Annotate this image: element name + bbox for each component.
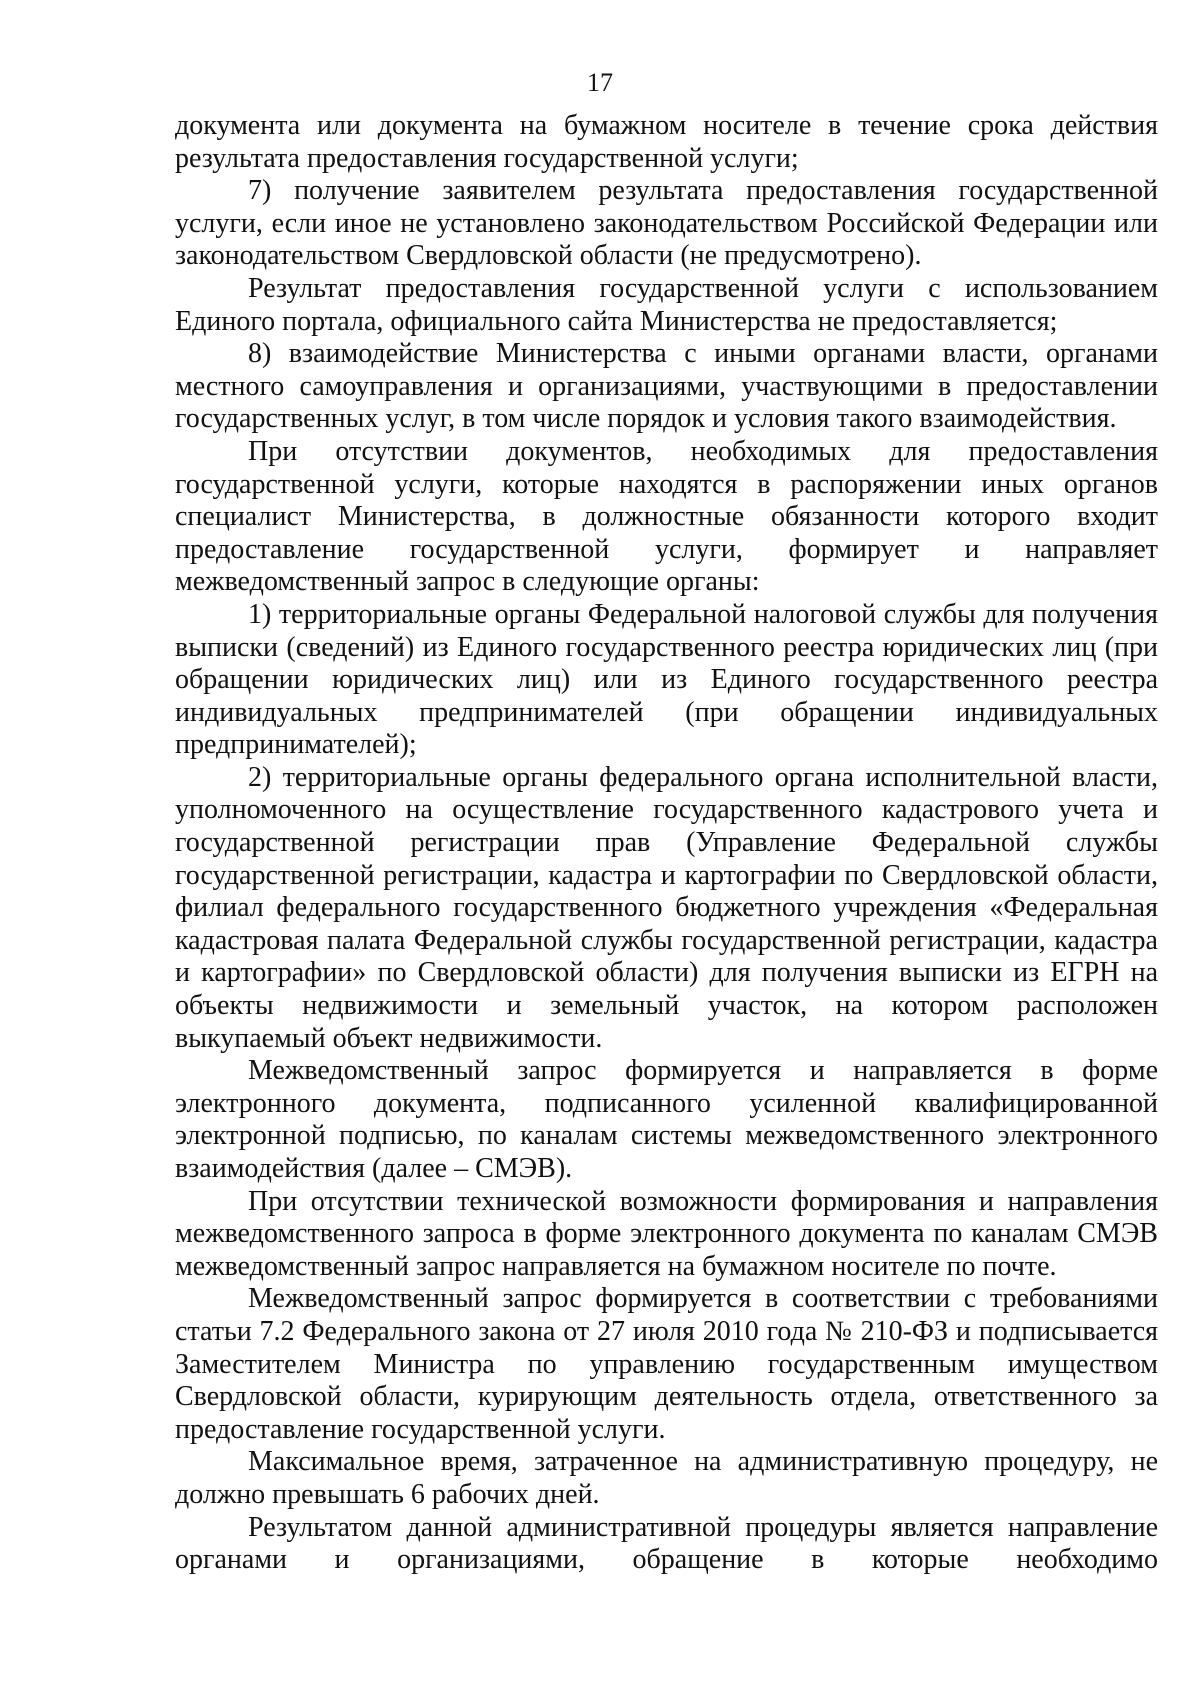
paragraph-procedure-result: Результатом данной административной процедуры является направление органами и организациями, обращение в которые необходимо xyxy=(175,1511,1158,1576)
paragraph-result-portal: Результат предоставления государственной услуги с использованием Единого портала, официального сайта Министерства не предоставляется; xyxy=(175,272,1158,337)
paragraph-request-paper: При отсутствии технической возможности формирования и направления межведомственного запроса в форме электронного документа по каналам СМЭВ межведомственный запрос направляется на бумажном носителе по почте. xyxy=(175,1185,1158,1282)
paragraph-item-7: 7) получение заявителем результата предоставления государственной услуги, если иное не установлено законодательством Российской Федерации или законодательством Свердловской области (не предусмотрено). xyxy=(175,175,1158,272)
paragraph-item-8: 8) взаимодействие Министерства с иными органами власти, органами местного самоуправления и организациями, участвующими в предоставлении государственных услуг, в том числе порядок и условия такого взаимодействия. xyxy=(175,338,1158,435)
paragraph-request-requirements: Межведомственный запрос формируется в соответствии с требованиями статьи 7.2 Федерального закона от 27 июля 2010 года № 210-ФЗ и подписывается Заместителем Министра по управлению государственным имуществом Свердловской области, курирующим деятельность отдела, ответственного за предоставление государственной услуги. xyxy=(175,1283,1158,1445)
paragraph-subitem-1: 1) территориальные органы Федеральной налоговой службы для получения выписки (сведений) из Единого государственного реестра юридических лиц (при обращении юридических лиц) или из Единого государственного реестра индивидуальных предпринимателей (при обращении индивидуальных предпринимателей); xyxy=(175,598,1158,761)
paragraph-request-electronic: Межведомственный запрос формируется и направляется в форме электронного документа, подписанного усиленной квалифицированной электронной подписью, по каналам системы межведомственного электронного взаимодействия (далее – СМЭВ). xyxy=(175,1055,1158,1184)
paragraph-max-time: Максимальное время, затраченное на административную процедуру, не должно превышать 6 рабочих дней. xyxy=(175,1446,1158,1510)
paragraph-missing-documents: При отсутствии документов, необходимых для предоставления государственной услуги, которые находятся в распоряжении иных органов специалист Министерства, в должностные обязанности которого входит предоставление государственной услуги, формирует и направляет межведомственный запрос в следующие органы: xyxy=(175,435,1158,598)
paragraph-continuation: документа или документа на бумажном носителе в течение срока действия результата предоставления государственной услуги; xyxy=(175,110,1158,174)
paragraph-subitem-2: 2) территориальные органы федерального органа исполнительной власти, уполномоченного на осуществление государственного кадастрового учета и государственной регистрации прав (Управление Федеральной службы государственной регистрации, кадастра и картографии по Свердловской области, филиал федерального государственного бюджетного учреждения «Федеральная кадастровая палата Федеральной службы государственной регистрации, кадастра и картографии» по Свердловской области) для получения выписки из ЕГРН на объекты недвижимости и земельный участок, на котором расположен выкупаемый объект недвижимости. xyxy=(175,761,1158,1054)
document-body xyxy=(175,110,1158,1577)
page-number: 17 xyxy=(587,68,613,97)
